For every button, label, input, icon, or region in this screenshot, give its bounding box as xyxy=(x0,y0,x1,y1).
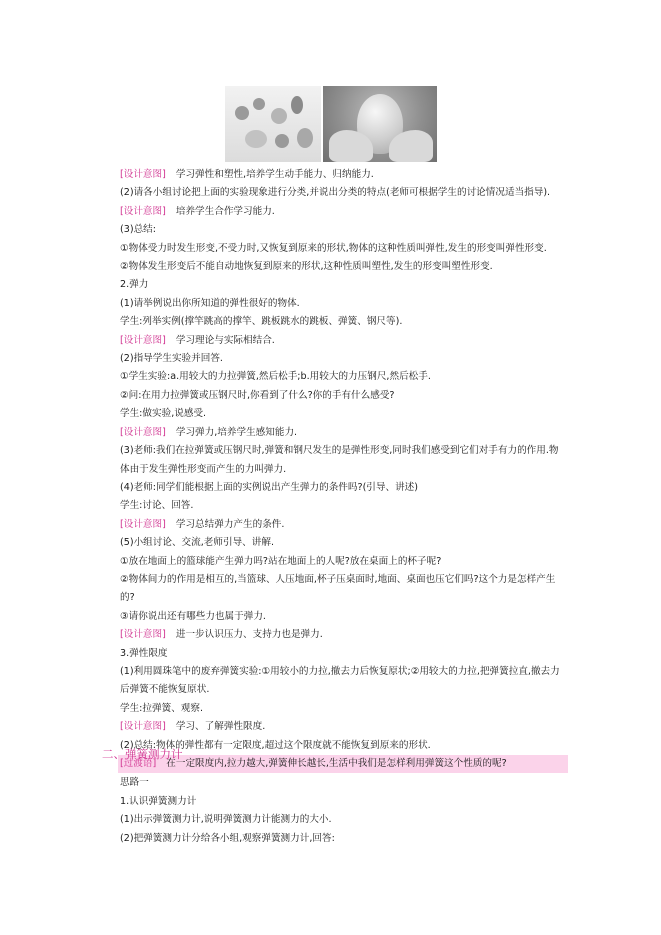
text-line xyxy=(120,221,568,239)
line-text: ①物体受力时发生形变,不受力时,又恢复到原来的形状,物体的这种性质叫弹性,发生的形变叫弹性形变. xyxy=(120,242,547,254)
design-intent-tag: [设计意图] xyxy=(120,629,166,641)
text-line xyxy=(120,534,568,552)
line-text: 培养学生合作学习能力. xyxy=(175,205,275,217)
line-text: (2)总结:物体的弹性都有一定限度,超过这个限度就不能恢复到原来的形状. xyxy=(120,739,431,751)
text-line xyxy=(120,184,568,202)
text-line: (2)把弹簧测力计分给各小组,观察弹簧测力计,回答: xyxy=(120,832,335,844)
text-line xyxy=(120,516,568,534)
design-intent-tag: [设计意图] xyxy=(120,205,166,217)
text-line xyxy=(120,608,568,626)
transition-text: 在一定限度内,拉力越大,弹簧伸长越长,生活中我们是怎样利用弹簧这个性质的呢? xyxy=(166,758,507,769)
text-line xyxy=(120,553,568,571)
line-text: 3.弹性限度 xyxy=(120,647,168,659)
paragraph-spring-experiment: (1)利用圆珠笔中的废弃弹簧实验:①用较小的力拉,撤去力后恢复原状;②用较大的力拉,把弹簧拉直,撤去力后弹簧不能恢复原状. xyxy=(120,665,560,696)
transition-tag: [过渡语] xyxy=(120,758,157,769)
text-line xyxy=(120,479,568,497)
line-text: ②物体发生形变后不能自动地恢复到原来的形状,这种性质叫塑性,发生的形变叫塑性形变. xyxy=(120,261,493,273)
text-line xyxy=(120,424,568,442)
paragraph-mutual-force: ②物体间力的作用是相互的,当篮球、人压地面,杯子压桌面时,地面、桌面也压它们吗?这个力是怎样产生的? xyxy=(120,573,556,604)
text-line xyxy=(120,387,568,405)
line-text: (2)指导学生实验并回答. xyxy=(120,353,223,365)
transition-line xyxy=(118,755,568,773)
line-text: 学习理论与实际相结合. xyxy=(175,334,275,346)
design-intent-tag: [设计意图] xyxy=(120,721,166,733)
body-text xyxy=(120,166,568,773)
design-intent-tag: [设计意图] xyxy=(120,426,166,438)
text-line xyxy=(120,295,568,313)
text-line xyxy=(120,240,568,258)
text-line xyxy=(120,626,568,644)
text-line xyxy=(120,350,568,368)
section-title: 二、弹簧测力计 xyxy=(102,747,183,761)
text-line xyxy=(120,166,568,184)
text-line xyxy=(120,700,568,718)
paragraph-elastic-force: (3)老师:我们在拉弹簧或压钢尺时,弹簧和钢尺发生的是弹性形变,同时我们感受到它们对手有力的作用.物体由于发生弹性形变而产生的力叫弹力. xyxy=(120,445,559,475)
text-line: 1.认识弹簧测力计 xyxy=(120,795,197,807)
text-line xyxy=(120,645,568,663)
line-text: ③请你说出还有哪些力也属于弹力. xyxy=(120,610,266,622)
text-line xyxy=(120,737,568,755)
line-text: 2.弹力 xyxy=(120,279,149,291)
design-intent-tag: [设计意图] xyxy=(120,518,166,530)
text-line: 思路一 xyxy=(120,777,149,788)
line-text: (1)请举例说出你所知道的弹性很好的物体. xyxy=(120,297,300,309)
text-line xyxy=(120,258,568,276)
line-text: (5)小组讨论、交流,老师引导、讲解. xyxy=(120,537,275,549)
section-body xyxy=(120,774,568,848)
text-line xyxy=(120,313,568,331)
line-text: 学生:讨论、回答. xyxy=(120,500,194,512)
text-line xyxy=(120,718,568,736)
line-text: ②问:在用力拉弹簧或压钢尺时,你看到了什么?你的手有什么感受? xyxy=(120,389,395,401)
text-line xyxy=(120,203,568,221)
design-intent-tag: [设计意图] xyxy=(120,169,166,180)
text-line: (1)出示弹簧测力计,说明弹簧测力计能测力的大小. xyxy=(120,814,332,826)
text-line xyxy=(120,368,568,386)
line-text: 学习弹力,培养学生感知能力. xyxy=(175,426,298,438)
text-line xyxy=(120,405,568,423)
line-text: (3)总结: xyxy=(120,224,157,236)
text-line xyxy=(120,497,568,515)
hands-squeezing-ball-photo xyxy=(323,86,437,162)
line-text: (2)请各小组讨论把上面的实验现象进行分类,并说出分类的特点(老师可根据学生的讨论情况适当指导). xyxy=(120,187,551,199)
line-text: 学习总结弹力产生的条件. xyxy=(175,518,285,530)
text-line xyxy=(120,276,568,294)
line-text: 学生:做实验,说感受. xyxy=(120,408,207,420)
spring-toys-photo xyxy=(225,86,321,162)
line-text: ①放在地面上的篮球能产生弹力吗?站在地面上的人呢?放在桌面上的杯子呢? xyxy=(120,555,442,567)
line-text: ①学生实验:a.用较大的力拉弹簧,然后松手;b.用较大的力压钢尺,然后松手. xyxy=(120,371,431,383)
experiment-figure xyxy=(225,86,437,162)
line-text: (4)老师:同学们能根据上面的实例说出产生弹力的条件吗?(引导、讲述) xyxy=(120,481,419,493)
line-text: 学习、了解弹性限度. xyxy=(175,721,266,733)
line-text: 学习弹性和塑性,培养学生动手能力、归纳能力. xyxy=(175,169,374,180)
line-text: 学生:列举实例(撑竿跳高的撑竿、跳板跳水的跳板、弹簧、钢尺等). xyxy=(120,316,403,328)
design-intent-tag: [设计意图] xyxy=(120,334,166,346)
line-text: 进一步认识压力、支持力也是弹力. xyxy=(175,629,323,641)
line-text: 学生:拉弹簧、观察. xyxy=(120,702,204,714)
text-line xyxy=(120,332,568,350)
